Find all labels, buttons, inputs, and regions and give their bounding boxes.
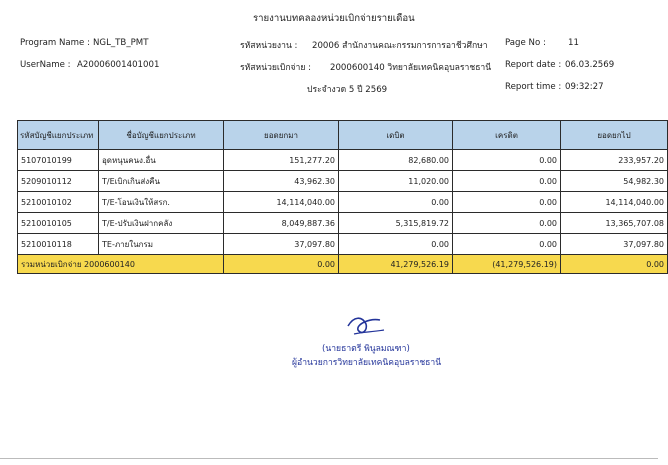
table-row bbox=[18, 234, 668, 255]
report-time: 09:32:27 bbox=[565, 82, 604, 92]
account-name: T/Eเบิกเกินส่งคืน bbox=[99, 171, 224, 192]
account-name: T/E-ปรับเงินฝากคลัง bbox=[99, 213, 224, 234]
debit: 0.00 bbox=[339, 234, 453, 255]
signatory-name: (นายธาตรี พินูลมณฑา) bbox=[322, 344, 410, 354]
carried-forward: 54,982.30 bbox=[561, 171, 668, 192]
credit: 0.00 bbox=[453, 213, 561, 234]
disbursing-unit-label: รหัสหน่วยเบิกจ่าย : bbox=[240, 63, 312, 73]
account-code: 5210010118 bbox=[18, 234, 99, 255]
account-name: TE-ภายในกรม bbox=[99, 234, 224, 255]
carried-forward: 13,365,707.08 bbox=[561, 213, 668, 234]
account-code: 5210010105 bbox=[18, 213, 99, 234]
debit: 0.00 bbox=[339, 192, 453, 213]
carried-forward: 233,957.20 bbox=[561, 150, 668, 171]
agency-code-label: รหัสหน่วยงาน : bbox=[240, 41, 298, 51]
trial-balance-table bbox=[17, 120, 668, 274]
brought-forward: 14,114,040.00 bbox=[224, 192, 339, 213]
account-code: 5210010102 bbox=[18, 192, 99, 213]
program-name: NGL_TB_PMT bbox=[93, 38, 149, 48]
page-no-label: Page No : bbox=[505, 38, 546, 48]
username-label: UserName : bbox=[20, 60, 71, 70]
disbursing-unit: 2000600140 วิทยาลัยเทคนิคอุบลราชธานี bbox=[330, 63, 492, 73]
total-row bbox=[18, 255, 668, 274]
report-title: รายงานบทคลองหน่วยเบิกจ่ายรายเดือน bbox=[253, 13, 415, 24]
signature-mark bbox=[340, 312, 390, 340]
report-time-label: Report time : bbox=[505, 82, 562, 92]
debit: 11,020.00 bbox=[339, 171, 453, 192]
table-row bbox=[18, 150, 668, 171]
account-name: อุดหนุนคนง.อื่น bbox=[99, 150, 224, 171]
credit: 0.00 bbox=[453, 150, 561, 171]
total-debit: 41,279,526.19 bbox=[339, 255, 453, 274]
debit: 5,315,819.72 bbox=[339, 213, 453, 234]
report-date: 06.03.2569 bbox=[565, 60, 615, 70]
carried-forward: 14,114,040.00 bbox=[561, 192, 668, 213]
account-name: T/E-โอนเงินให้สรก. bbox=[99, 192, 224, 213]
report-date-label: Report date : bbox=[505, 60, 562, 70]
table-header-row bbox=[18, 121, 668, 150]
credit: 0.00 bbox=[453, 192, 561, 213]
total-credit: (41,279,526.19) bbox=[453, 255, 561, 274]
brought-forward: 43,962.30 bbox=[224, 171, 339, 192]
col-header-carried-forward: ยอดยกไป bbox=[561, 121, 668, 150]
signatory-position: ผู้อำนวยการวิทยาลัยเทคนิคอุบลราชธานี bbox=[292, 358, 442, 368]
col-header-debit: เดบิต bbox=[339, 121, 453, 150]
username: A20006001401001 bbox=[77, 60, 160, 70]
credit: 0.00 bbox=[453, 171, 561, 192]
total-label: รวมหน่วยเบิกจ่าย 2000600140 bbox=[18, 255, 224, 274]
period: ประจำงวด 5 ปี 2569 bbox=[307, 85, 388, 95]
col-header-credit: เครดิต bbox=[453, 121, 561, 150]
col-header-brought-forward: ยอดยกมา bbox=[224, 121, 339, 150]
col-header-account-name: ชื่อบัญชีแยกประเภท bbox=[99, 121, 224, 150]
agency-code: 20006 สำนักงานคณะกรรมการการอาชีวศึกษา bbox=[312, 41, 488, 51]
brought-forward: 151,277.20 bbox=[224, 150, 339, 171]
page-edge-line bbox=[0, 458, 658, 459]
total-carried-forward: 0.00 bbox=[561, 255, 668, 274]
table-row bbox=[18, 192, 668, 213]
brought-forward: 8,049,887.36 bbox=[224, 213, 339, 234]
carried-forward: 37,097.80 bbox=[561, 234, 668, 255]
program-name-label: Program Name : bbox=[20, 38, 90, 48]
table-row bbox=[18, 213, 668, 234]
brought-forward: 37,097.80 bbox=[224, 234, 339, 255]
page-no: 11 bbox=[568, 38, 579, 48]
account-code: 5107010199 bbox=[18, 150, 99, 171]
credit: 0.00 bbox=[453, 234, 561, 255]
debit: 82,680.00 bbox=[339, 150, 453, 171]
table-row bbox=[18, 171, 668, 192]
account-code: 5209010112 bbox=[18, 171, 99, 192]
total-brought-forward: 0.00 bbox=[224, 255, 339, 274]
col-header-account-code: รหัสบัญชีแยกประเภท bbox=[18, 121, 99, 150]
